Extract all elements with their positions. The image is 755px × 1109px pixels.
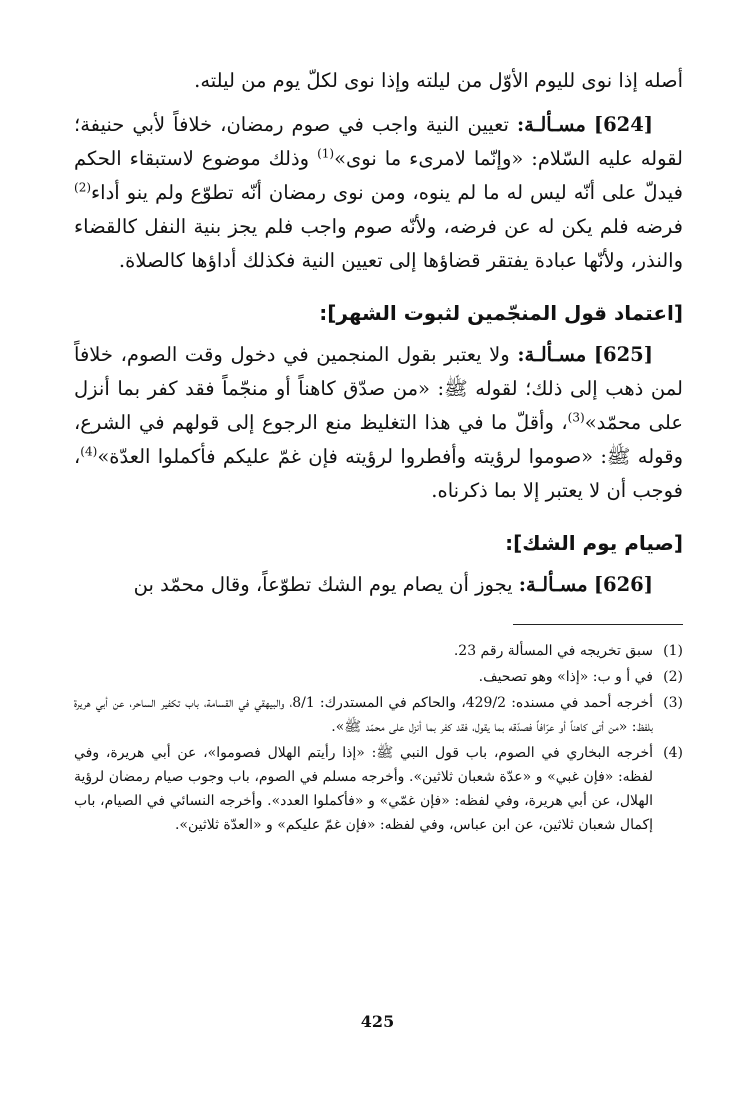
footnote-number: (1) <box>663 643 683 659</box>
issue-text: فرضه فلم يكن له عن فرضه، ولأنّه صوم واجب فلم يجز بنية النفل كالقضاء والنذر، ولأنّها عبادة يفتقر قضاؤها إلى تعيين النية فكذلك أداؤها كالصلاة. <box>74 215 683 272</box>
footnotes <box>74 639 683 837</box>
footnote-text: أخرجه أحمد في مسنده: 429/2، والحاكم في المستدرك: 8/1، والبيهقي في القسامة، باب تكفير الساحر، عن أبي هريرة بلفظ: «من أتى كاهناً أو عرّافاً فصدّقه بما يقول، فقد كفر بما أنزل على محمّد ﷺ». <box>74 695 653 735</box>
issue-label: مسـألـة: <box>518 573 588 596</box>
page-body <box>74 64 683 839</box>
issue-text: تعيين النية واجب في صوم رمضان، خلافاً لأبي حنيفة؛ لقوله عليه السّلام: «وإنّما لامرىء ما نوى» <box>74 113 683 170</box>
footnote <box>74 741 683 837</box>
footnote-ref[interactable]: (2) <box>74 180 92 195</box>
issue-text: يجوز أن يصام يوم الشك تطوّعاً، وقال محمّد بن <box>133 573 513 596</box>
footnote-text: سبق تخريجه في المسألة رقم 23. <box>453 643 653 659</box>
page-number: 425 <box>360 1012 395 1031</box>
issue-number: [624] <box>593 113 654 136</box>
intro-paragraph: أصله إذا نوى لليوم الأوّل من ليلته وإذا نوى لكلّ يوم من ليلته. <box>194 69 683 92</box>
issue-number: [626] <box>593 573 653 596</box>
footnote-ref[interactable]: (3) <box>567 410 585 425</box>
issue-626 <box>74 568 683 602</box>
section-heading: [صيام يوم الشك]: <box>505 531 683 555</box>
issue-text: وذلك موضوع لاستبقاء الحكم فيدلّ على أنّه ليس له ما لم ينوه، ومن نوى رمضان أنّه تطوّع ولم ينو أداء <box>74 147 683 204</box>
issue-label: مسـألـة: <box>517 343 587 366</box>
section-heading: [اعتماد قول المنجّمين لثبوت الشهر]: <box>319 301 683 325</box>
footnote-divider <box>513 624 683 625</box>
footnote <box>74 665 683 689</box>
footnote <box>74 639 683 663</box>
issue-text: ، فوجب أن لا يعتبر إلا بما ذكرناه. <box>74 445 683 502</box>
footnote-ref[interactable]: (1) <box>317 146 335 161</box>
issue-label: مسـألـة: <box>516 113 586 136</box>
footnote <box>74 691 683 739</box>
issue-625 <box>74 338 683 508</box>
footnote-number: (4) <box>663 745 683 761</box>
issue-text: ، وأقلّ ما في هذا التغليظ منع الرجوع إلى قولهم في الشرع، وقوله ﷺ: «صوموا لرؤيته وأفطروا لرؤيته فإن غمّ عليكم فأكملوا العدّة» <box>74 411 683 468</box>
footnote-ref[interactable]: (4) <box>80 444 98 459</box>
footnote-text: أخرجه البخاري في الصوم، باب قول النبي ﷺ: «إذا رأيتم الهلال فصوموا»، عن أبي هريرة، وفي لفظه: «فإن غبي» و «عدّة شعبان ثلاثين». وأخرجه مسلم في الصوم، باب وجوب صيام رمضان لرؤية الهلال، عن أبي هريرة، وفي لفظه: «فإن غمّي» و «فأكملوا العدد». وأخرجه النسائي في الصيام، باب إكمال شعبان ثلاثين، عن ابن عباس، وفي لفظه: «فإن غمّ عليكم» و «العدّة ثلاثين». <box>74 745 653 833</box>
footnote-number: (2) <box>663 669 683 685</box>
issue-624 <box>74 108 683 278</box>
issue-number: [625] <box>593 343 653 366</box>
footnote-text: في أ و ب: «إذا» وهو تصحيف. <box>478 669 653 685</box>
footnote-number: (3) <box>663 695 683 711</box>
issue-text: ولا يعتبر بقول المنجمين في دخول وقت الصوم، خلافاً لمن ذهب إلى ذلك؛ لقوله ﷺ: «من صدّق كاهناً أو منجّماً فقد كفر بما أنزل على محمّد» <box>74 343 684 434</box>
